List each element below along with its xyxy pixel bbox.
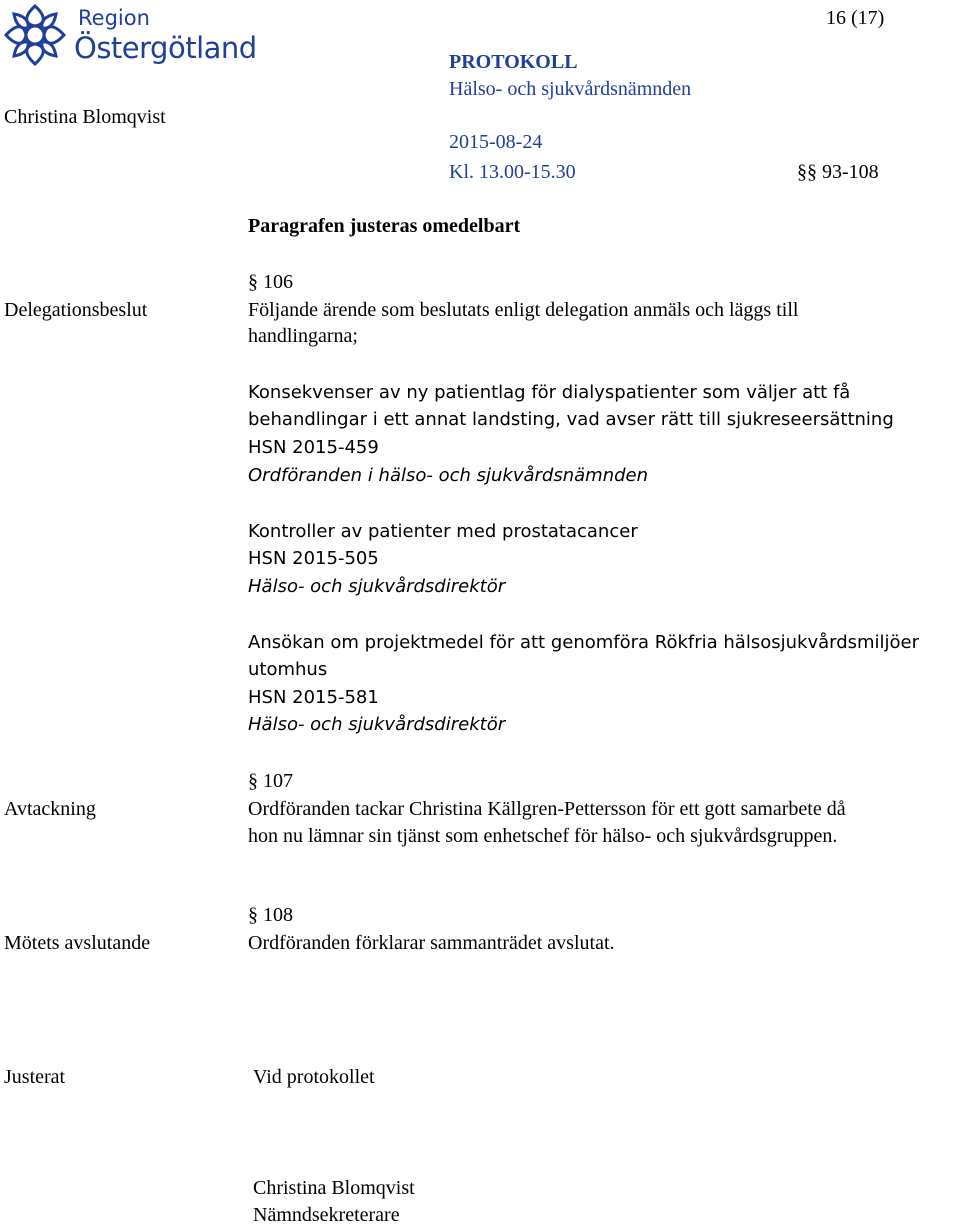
item-reference: HSN 2015-581	[248, 687, 379, 708]
item-decided-by: Hälso- och sjukvårdsdirektör	[248, 576, 506, 597]
committee-name: Hälso- och sjukvårdsnämnden	[449, 78, 692, 100]
item-text: Ansökan om projektmedel för att genomföra Rökfria hälsosjukvårdsmiljöer	[248, 632, 920, 653]
item-decided-by: Hälso- och sjukvårdsdirektör	[248, 714, 506, 735]
author-name: Christina Blomqvist	[4, 106, 166, 128]
section-107-text: Ordföranden tackar Christina Källgren-Pettersson för ett gott samarbete då	[248, 798, 846, 820]
vid-protokollet-label: Vid protokollet	[253, 1066, 375, 1088]
logo-line-1: Region	[78, 6, 150, 30]
section-108-number: § 108	[248, 904, 293, 926]
section-106-intro: handlingarna;	[248, 325, 358, 347]
section-108-label: Mötets avslutande	[4, 932, 151, 954]
justerat-label: Justerat	[4, 1066, 66, 1088]
secretary-role: Nämndsekreterare	[253, 1204, 400, 1226]
logo-mark-icon	[2, 2, 68, 68]
section-range: §§ 93-108	[797, 161, 879, 183]
item-text: behandlingar i ett annat landsting, vad avser rätt till sjukreseersättning	[248, 409, 894, 430]
secretary-name: Christina Blomqvist	[253, 1177, 415, 1199]
item-reference: HSN 2015-459	[248, 437, 379, 458]
item-text: utomhus	[248, 659, 328, 680]
logo-line-2: Östergötland	[74, 31, 257, 65]
section-106-intro: Följande ärende som beslutats enligt delegation anmäls och läggs till	[248, 299, 799, 321]
item-text: Kontroller av patienter med prostatacancer	[248, 521, 638, 542]
section-106-label: Delegationsbeslut	[4, 299, 148, 321]
page-number: 16 (17)	[826, 7, 885, 29]
meeting-date: 2015-08-24	[449, 131, 543, 153]
section-108-text: Ordföranden förklarar sammanträdet avslutat.	[248, 932, 615, 954]
section-106-number: § 106	[248, 271, 293, 293]
item-reference: HSN 2015-505	[248, 548, 379, 569]
region-ostergotland-logo	[2, 2, 267, 68]
immediate-approval-notice: Paragrafen justeras omedelbart	[248, 215, 521, 237]
meeting-time: Kl. 13.00-15.30	[449, 161, 576, 183]
item-decided-by: Ordföranden i hälso- och sjukvårdsnämnden	[248, 465, 649, 486]
item-text: Konsekvenser av ny patientlag för dialyspatienter som väljer att få	[248, 382, 851, 403]
section-107-number: § 107	[248, 770, 293, 792]
section-107-label: Avtackning	[4, 798, 96, 820]
document-title: PROTOKOLL	[449, 51, 578, 73]
section-107-text: hon nu lämnar sin tjänst som enhetschef för hälso- och sjukvårdsgruppen.	[248, 825, 838, 847]
